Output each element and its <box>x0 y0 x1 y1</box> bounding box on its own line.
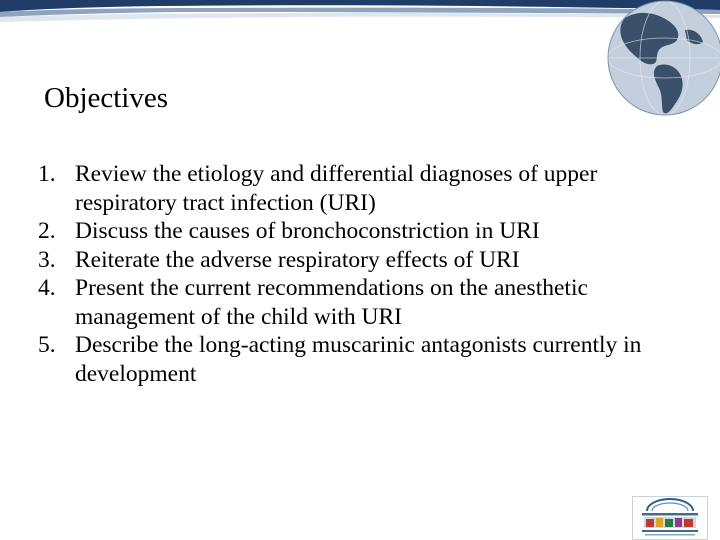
society-logo-icon <box>632 496 708 540</box>
list-item-text: Reiterate the adverse respiratory effects of URI <box>75 246 520 273</box>
objectives-list <box>38 160 648 388</box>
list-item-text: Present the current recommendations on the anesthetic management of the child with URI <box>75 275 588 330</box>
list-item <box>38 246 648 275</box>
list-item-text: Discuss the causes of bronchoconstriction in URI <box>75 218 540 244</box>
globe-americas-icon <box>585 0 720 135</box>
list-item <box>38 217 648 246</box>
list-item <box>38 160 648 217</box>
list-item-text: Review the etiology and differential diagnoses of upper respiratory tract infection (URI) <box>75 161 598 216</box>
list-item <box>38 274 648 331</box>
list-item-text: Describe the long-acting muscarinic antagonists currently in development <box>75 332 642 387</box>
list-item-number: 2. <box>38 218 56 244</box>
list-item-number: 5. <box>38 332 56 358</box>
slide-title: Objectives <box>44 82 169 114</box>
list-item-number: 1. <box>38 161 56 187</box>
list-item-number: 4. <box>38 275 56 301</box>
list-item <box>38 331 648 388</box>
list-item-number: 3. <box>38 246 56 273</box>
